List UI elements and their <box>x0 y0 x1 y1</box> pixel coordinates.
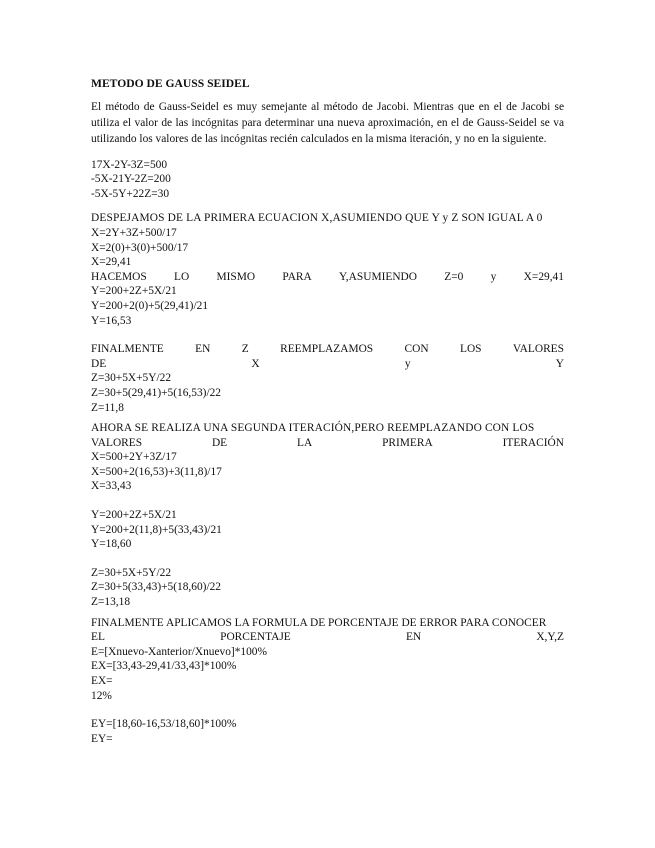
heading-word: X=29,41 <box>523 270 564 283</box>
step-5-section <box>91 616 564 747</box>
heading-word: PORCENTAJE <box>220 631 291 644</box>
step-4-heading-row-2 <box>91 436 564 451</box>
heading-word: DE <box>211 436 228 449</box>
step-1-heading: DESPEJAMOS DE LA PRIMERA ECUACION X,ASUMIENDO QUE Y y Z SON IGUAL A 0 <box>91 212 543 225</box>
heading-word: EN <box>405 631 422 644</box>
equation-line: -5X-5Y+22Z=30 <box>91 187 170 200</box>
step-line: Y=200+2Z+5X/21 <box>91 285 177 298</box>
heading-word: VALORES <box>91 436 143 449</box>
heading-word: y <box>404 357 411 370</box>
heading-word: CON <box>404 343 429 356</box>
heading-word: Z=0 <box>444 270 464 283</box>
heading-word: EN <box>195 343 211 356</box>
heading-word: y <box>490 270 497 283</box>
step-line: Z=30+5(29,41)+5(16,53)/22 <box>91 386 221 399</box>
heading-word: ITERACIÓN <box>502 436 564 449</box>
step-line: EX= <box>91 675 113 688</box>
heading-word: FINALMENTE <box>91 343 164 356</box>
heading-word: DE <box>91 357 107 370</box>
step-line: EY=[18,60-16,53/18,60]*100% <box>91 718 237 731</box>
heading-word: X,Y,Z <box>536 631 564 644</box>
step-line: X=29,41 <box>91 256 132 269</box>
step-5-heading-row-2 <box>91 630 564 645</box>
equation-line: 17X-2Y-3Z=500 <box>91 158 168 171</box>
step-line: EX=[33,43-29,41/33,43]*100% <box>91 660 237 673</box>
step-line: X=2Y+3Z+500/17 <box>91 226 177 239</box>
step-4-section <box>91 421 564 610</box>
step-line: Z=30+5X+5Y/22 <box>91 566 172 579</box>
step-line: Y=200+2(11,8)+5(33,43)/21 <box>91 523 222 536</box>
step-2-section <box>91 270 564 328</box>
heading-word: LO <box>174 270 190 283</box>
step-4-heading-row-1: AHORA SE REALIZA UNA SEGUNDA ITERACIÓN,PERO REEMPLAZANDO CON LOS <box>91 422 535 435</box>
heading-word: Y,ASUMIENDO <box>339 270 417 283</box>
step-line: Y=16,53 <box>91 314 132 327</box>
step-line: Y=200+2(0)+5(29,41)/21 <box>91 299 209 312</box>
step-3-heading-row-1 <box>91 342 564 357</box>
step-line: X=500+2(16,53)+3(11,8)/17 <box>91 465 222 478</box>
step-3-section <box>91 342 564 415</box>
step-line: Z=30+5X+5Y/22 <box>91 372 172 385</box>
step-line: X=2(0)+3(0)+500/17 <box>91 241 189 254</box>
heading-word: PARA <box>282 270 312 283</box>
heading-word: Y <box>555 357 564 370</box>
step-line: X=33,43 <box>91 480 132 493</box>
step-line: Z=30+5(33,43)+5(18,60)/22 <box>91 581 221 594</box>
step-line: X=500+2Y+3Z/17 <box>91 451 177 464</box>
heading-word: HACEMOS <box>91 270 147 283</box>
step-3-heading-row-2 <box>91 357 564 372</box>
step-line: Y=18,60 <box>91 538 132 551</box>
heading-word: Z <box>241 343 249 356</box>
heading-word: EL <box>91 631 105 644</box>
step-line: EY= <box>91 732 113 745</box>
equation-line: -5X-21Y-2Z=200 <box>91 173 171 186</box>
step-1-section <box>91 211 564 269</box>
heading-word: MISMO <box>216 270 256 283</box>
equation-system <box>91 158 564 202</box>
step-5-heading-row-1: FINALMENTE APLICAMOS LA FORMULA DE PORCENTAJE DE ERROR PARA CONOCER <box>91 616 547 629</box>
intro-paragraph: El método de Gauss-Seidel es muy semejante al método de Jacobi. Mientras que en el de Jacobi se utiliza el valor de las incógnitas para determinar una nueva aproximación, en el de Gauss-Seidel se va utilizando los valores de las incógnitas recién calculados en la misma iteración, y no en la siguiente. <box>91 101 564 146</box>
error-formula: E=[Xnuevo-Xanterior/Xnuevo]*100% <box>91 645 267 658</box>
heading-word: REEMPLAZAMOS <box>280 343 374 356</box>
heading-word: PRIMERA <box>382 436 433 449</box>
heading-word: LA <box>297 436 313 449</box>
step-line: Y=200+2Z+5X/21 <box>91 509 177 522</box>
heading-word: LOS <box>459 343 482 356</box>
heading-word: VALORES <box>512 343 564 356</box>
step-line: 12% <box>91 689 112 702</box>
document-page <box>91 76 564 746</box>
document-title: METODO DE GAUSS SEIDEL <box>91 77 250 90</box>
step-line: Z=11,8 <box>91 401 124 414</box>
step-line: Z=13,18 <box>91 596 131 609</box>
step-2-heading <box>91 270 564 285</box>
heading-word: X <box>251 357 260 370</box>
